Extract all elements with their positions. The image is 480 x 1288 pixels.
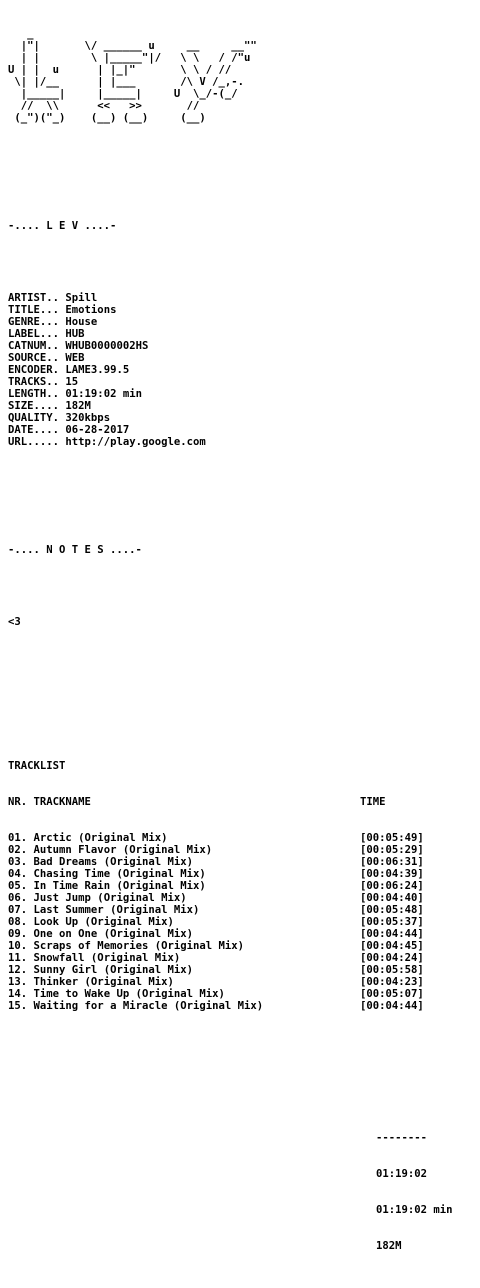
track-name: Just Jump (Original Mix) [33,892,187,904]
info-key: TRACKS.. [8,376,60,388]
track-title [8,844,360,856]
track-time: [00:06:31] [360,856,424,868]
track-number: 11. [8,952,28,964]
info-key: ENCODER. [8,364,60,376]
track-title [8,892,360,904]
track-number: 03. [8,856,28,868]
info-row [8,304,453,316]
info-row [8,340,453,352]
info-row [8,376,453,388]
info-row [8,364,453,376]
track-number: 14. [8,988,28,1000]
track-row [8,988,453,1000]
release-info-block [8,292,453,448]
info-value: 01:19:02 min [65,388,142,400]
tracklist-title: TRACKLIST [8,760,66,772]
track-time: [00:05:48] [360,904,424,916]
track-time: [00:05:29] [360,844,424,856]
info-value: Emotions [65,304,117,316]
totals-separator: -------- [376,1132,428,1144]
info-row [8,424,453,436]
track-name: Sunny Girl (Original Mix) [33,964,193,976]
track-row [8,832,453,844]
info-key: QUALITY. [8,412,60,424]
tracklist [8,832,453,1012]
totals-time: 01:19:02 [376,1168,428,1180]
track-title [8,976,360,988]
info-value: LAME3.99.5 [65,364,130,376]
track-title [8,856,360,868]
info-key: CATNUM.. [8,340,60,352]
totals-block [8,1108,453,1276]
logo-art-line: | | \ |_____"|/ \ \ / /"u [8,52,251,64]
track-time: [00:04:45] [360,940,424,952]
track-number: 02. [8,844,28,856]
track-number: 06. [8,892,28,904]
track-title [8,904,360,916]
track-number: 13. [8,976,28,988]
track-row [8,964,453,976]
info-row [8,328,453,340]
info-row [8,388,453,400]
info-value: Spill [65,292,98,304]
track-name: Bad Dreams (Original Mix) [33,856,193,868]
track-row [8,904,453,916]
track-time: [00:06:24] [360,880,424,892]
track-number: 09. [8,928,28,940]
track-row [8,952,453,964]
track-row [8,1000,453,1012]
track-time: [00:05:37] [360,916,424,928]
track-row [8,868,453,880]
logo-art-line: \| |/__ | |___ /\ V /_,-. [8,76,244,88]
track-row [8,916,453,928]
totals-size: 182M [376,1240,402,1252]
track-number: 10. [8,940,28,952]
info-key: LABEL... [8,328,60,340]
track-name: Time to Wake Up (Original Mix) [33,988,225,1000]
info-value: 15 [65,376,79,388]
info-row [8,292,453,304]
info-key: SOURCE.. [8,352,60,364]
info-row [8,316,453,328]
track-name: Autumn Flavor (Original Mix) [33,844,213,856]
track-time: [00:04:24] [360,952,424,964]
track-row [8,856,453,868]
track-name: Arctic (Original Mix) [33,832,168,844]
track-number: 05. [8,880,28,892]
tracklist-col-time: TIME [360,796,386,808]
track-number: 07. [8,904,28,916]
info-row [8,436,453,448]
info-value: http://play.google.com [65,436,206,448]
track-title [8,1000,360,1012]
track-title [8,952,360,964]
track-title [8,988,360,1000]
notes-text: <3 [8,616,21,628]
track-title [8,832,360,844]
logo-art-line: _ [8,28,187,40]
logo-art-line: |_____| |_____| U \_/-(_/ [8,88,238,100]
info-key: LENGTH.. [8,388,60,400]
track-name: Last Summer (Original Mix) [33,904,200,916]
info-row [8,412,453,424]
info-value: 06-28-2017 [65,424,130,436]
track-time: [00:04:39] [360,868,424,880]
info-key: TITLE... [8,304,60,316]
track-row [8,844,453,856]
track-name: Scraps of Memories (Original Mix) [33,940,245,952]
track-row [8,892,453,904]
nfo-document [8,4,453,1288]
track-title [8,916,360,928]
track-name: Chasing Time (Original Mix) [33,868,206,880]
track-number: 15. [8,1000,28,1012]
track-time: [00:04:44] [360,928,424,940]
track-row [8,976,453,988]
section-header-notes: -.... N O T E S ....- [8,544,142,556]
totals-length: 01:19:02 min [376,1204,453,1216]
track-time: [00:04:40] [360,892,424,904]
track-title [8,868,360,880]
track-row [8,940,453,952]
track-number: 01. [8,832,28,844]
info-key: URL..... [8,436,60,448]
track-title [8,964,360,976]
logo-art-line: |"| \/ ______ u __ __"" [8,40,283,52]
track-time: [00:04:23] [360,976,424,988]
section-header-lev: -.... L E V ....- [8,220,117,232]
info-row [8,400,453,412]
track-name: Look Up (Original Mix) [33,916,174,928]
track-name: Thinker (Original Mix) [33,976,174,988]
info-key: GENRE... [8,316,60,328]
info-key: SIZE.... [8,400,60,412]
track-title [8,880,360,892]
track-row [8,880,453,892]
track-time: [00:04:44] [360,1000,424,1012]
track-time: [00:05:58] [360,964,424,976]
logo-art-line: // \\ << >> // [8,100,200,112]
info-value: 320kbps [65,412,111,424]
tracklist-col-name: NR. TRACKNAME [8,796,91,808]
info-value: 182M [65,400,91,412]
tracklist-header [8,796,453,808]
info-value: House [65,316,98,328]
info-key: DATE.... [8,424,60,436]
track-number: 08. [8,916,28,928]
track-time: [00:05:49] [360,832,424,844]
lev-ascii-logo [8,28,453,124]
track-title [8,940,360,952]
logo-art-line: (_")("_) (__) (__) (__) [8,112,206,124]
track-time: [00:05:07] [360,988,424,1000]
track-row [8,928,453,940]
info-value: WEB [65,352,85,364]
logo-art-line: U | | u | |_|" \ \ / // [8,64,232,76]
track-name: Snowfall (Original Mix) [33,952,181,964]
info-key: ARTIST.. [8,292,60,304]
info-value: WHUB0000002HS [65,340,149,352]
info-row [8,352,453,364]
track-number: 12. [8,964,28,976]
track-title [8,928,360,940]
info-value: HUB [65,328,85,340]
track-name: Waiting for a Miracle (Original Mix) [33,1000,264,1012]
track-name: In Time Rain (Original Mix) [33,880,206,892]
track-number: 04. [8,868,28,880]
track-name: One on One (Original Mix) [33,928,193,940]
